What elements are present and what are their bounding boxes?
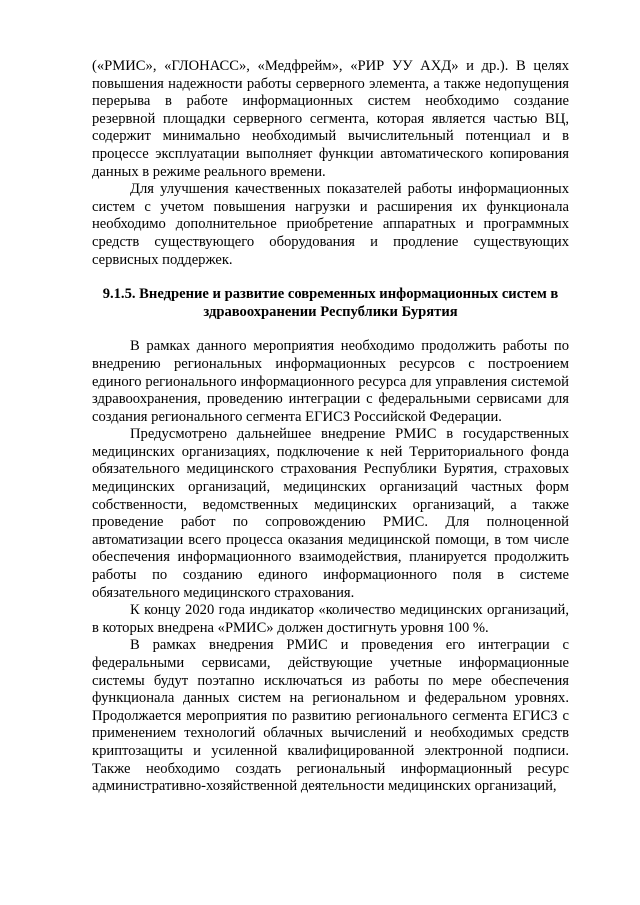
document-body <box>92 58 569 796</box>
paragraph-regional-resources: В рамках данного мероприятия необходимо продолжить работы по внедрению региональных информационных ресурсов с построением единого регионального информационного ресурса для управления системой здравоохранения, проведению интеграции с федеральными сервисами для создания регионального сегмента ЕГИСЗ Российской Федерации. <box>92 338 569 425</box>
section-heading: 9.1.5. Внедрение и развитие современных информационных систем в здравоохранении Республики Бурятия <box>102 286 559 320</box>
paragraph-improvement: Для улучшения качественных показателей работы информационных систем с учетом повышения нагрузки и расширения их функционала необходимо дополнительное приобретение аппаратных и программных средств существующего оборудования и продление существующих сервисных поддержек. <box>92 181 569 268</box>
paragraph-indicator-2020: К концу 2020 года индикатор «количество медицинских организаций, в которых внедрена «РМИС» должен достигнуть уровня 100 %. <box>92 602 569 636</box>
paragraph-continued: («РМИС», «ГЛОНАСС», «Медфрейм», «РИР УУ АХД» и др.). В целях повышения надежности работы серверного элемента, а также недопущения перерыва в работе информационных систем необходимо создание резервной площадки серверного сегмента, которая является частью ВЦ, содержит минимально необходимый вычислительный потенциал и в процессе эксплуатации выполняет функции автоматического копирования данных в режиме реального времени. <box>92 58 569 180</box>
paragraph-rmis-deployment: Предусмотрено дальнейшее внедрение РМИС в государственных медицинских организациях, подключение к ней Территориального фонда обязательного медицинского страхования Республики Бурятия, страховых медицинских организаций, медицинских организаций частных форм собственности, ведомственных медицинских организаций, а также проведение работ по сопровождению РМИС. Для полноценной автоматизации всего процесса оказания медицинской помощи, в том числе обеспечения информационного взаимодействия, планируется продолжить работы по созданию единого информационного поля в системе обязательного медицинского страхования. <box>92 426 569 601</box>
paragraph-integration: В рамках внедрения РМИС и проведения его интеграции с федеральными сервисами, действующие учетные информационные системы будут поэтапно исключаться из работы по мере обеспечения функционала данных систем на региональном и федеральном уровнях. Продолжается мероприятия по развитию регионального сегмента ЕГИСЗ с применением технологий облачных вычислений и необходимых средств криптозащиты и усиленной квалифицированной электронной подписи. Также необходимо создать региональный информационный ресурс административно-хозяйственной деятельности медицинских организаций, <box>92 637 569 795</box>
